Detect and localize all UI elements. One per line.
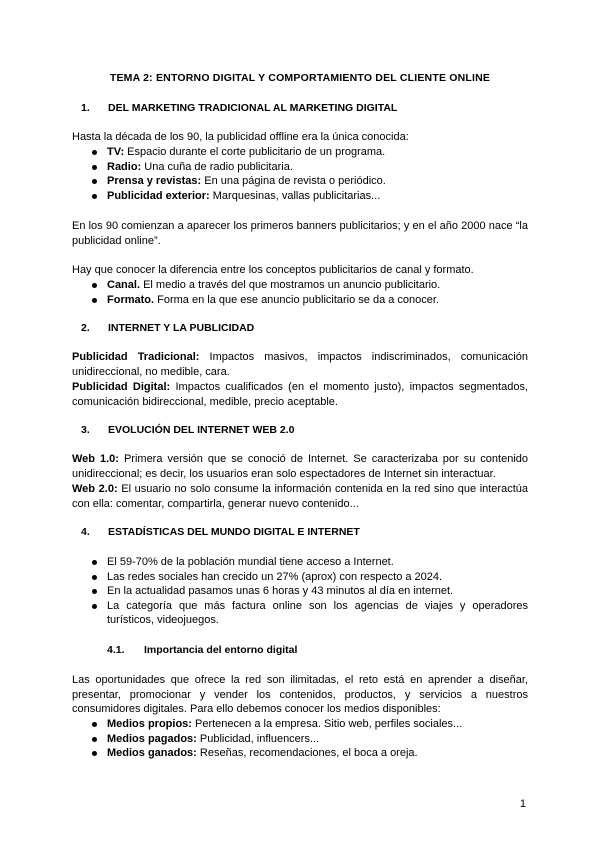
bullet-icon [92, 604, 97, 609]
section-4-1-title: Importancia del entorno digital [144, 644, 298, 656]
media-types-list [72, 717, 528, 761]
bullet-icon [92, 194, 97, 199]
section-3-title: EVOLUCIÓN DEL INTERNET WEB 2.0 [108, 424, 295, 436]
list-item-term: Medios propios: [107, 718, 192, 730]
bullet-icon [92, 283, 97, 288]
list-item [72, 174, 528, 189]
list-item-text: Pertenecen a la empresa. Sitio web, perfiles sociales... [191, 718, 463, 730]
page-number: 1 [519, 798, 526, 810]
bullet-icon [92, 589, 97, 594]
list-item [72, 293, 528, 308]
list-item [72, 555, 528, 570]
section-4-title: ESTADÍSTICAS DEL MUNDO DIGITAL E INTERNET [108, 526, 360, 538]
section-4-1-number: 4.1. [107, 644, 125, 656]
list-item [72, 732, 528, 747]
list-item [72, 145, 528, 160]
bullet-icon [92, 575, 97, 580]
paragraph-term: Publicidad Digital: [72, 381, 171, 393]
bullet-icon [92, 165, 97, 170]
section-1-heading [81, 102, 397, 114]
list-item-term: Radio: [107, 160, 142, 173]
section-2-paragraph-1 [72, 350, 528, 379]
list-item-text: Forma en la que ese anuncio publicitario se da a conocer. [154, 293, 440, 306]
list-item-text: Marquesinas, vallas publicitarias... [209, 189, 381, 202]
list-item-term: Medios pagados: [107, 732, 197, 745]
offline-media-list [72, 145, 528, 203]
list-item-text: Reseñas, recomendaciones, el boca a oreja. [196, 747, 418, 760]
section-4-1-heading [107, 644, 297, 656]
section-1-title: DEL MARKETING TRADICIONAL AL MARKETING DIGITAL [108, 102, 398, 114]
section-4-1-paragraph: Las oportunidades que ofrece la red son ilimitadas, el reto está en aprender a diseñar, presentar, promocionar y vender los contenidos, productos, y servicios a nuestros consumidores digitales. Para ello debemos conocer los medios disponibles: [72, 674, 528, 716]
list-item-text: Una cuña de radio publicitaria. [141, 160, 293, 173]
paragraph-term: Publicidad Tradicional: [72, 351, 200, 363]
list-item-text: La categoría que más factura online son los agencias de viajes y operadores turísticos, videojuegos. [107, 599, 528, 627]
bullet-icon [92, 560, 97, 565]
list-item [72, 717, 528, 732]
list-item-text: Publicidad, influencers... [196, 732, 320, 745]
list-item-term: Prensa y revistas: [107, 175, 202, 188]
list-item-term: Formato. [107, 293, 155, 306]
list-item-term: Publicidad exterior: [107, 189, 210, 202]
list-item [72, 570, 528, 585]
document-title: TEMA 2: ENTORNO DIGITAL Y COMPORTAMIENTO DEL CLIENTE ONLINE [109, 72, 491, 84]
section-4-number: 4. [81, 526, 90, 538]
list-item-text: El 59-70% de la población mundial tiene acceso a Internet. [107, 556, 394, 568]
list-item [72, 189, 528, 204]
paragraph-term: Web 2.0: [72, 483, 118, 495]
section-1-paragraph-2: En los 90 comienzan a aparecer los primeros banners publicitarios; y en el año 2000 nace “la publicidad online”. [72, 220, 528, 247]
bullet-icon [92, 150, 97, 155]
section-1-paragraph-3: Hay que conocer la diferencia entre los conceptos publicitarios de canal y formato. [72, 264, 474, 276]
list-item-text: En una página de revista o periódico. [201, 175, 386, 188]
section-2-heading [81, 322, 254, 334]
list-item [72, 160, 528, 175]
statistics-list [72, 555, 528, 628]
bullet-icon [92, 298, 97, 303]
list-item-text: Las redes sociales han crecido un 27% (aprox) con respecto a 2024. [107, 570, 443, 583]
list-item-text: Espacio durante el corte publicitario de un programa. [124, 146, 386, 158]
list-item [72, 584, 528, 599]
list-item [72, 599, 528, 628]
bullet-icon [92, 722, 97, 727]
bullet-icon [92, 751, 97, 756]
paragraph-text: Impactos cualificados (en el momento justo), impactos segmentados, comunicación bidireccional, medible, precio aceptable. [72, 381, 528, 408]
section-2-paragraph-2 [72, 380, 528, 409]
list-item-text: En la actualidad pasamos unas 6 horas y 43 minutos al día en internet. [107, 585, 454, 598]
section-1-number: 1. [81, 102, 90, 114]
list-item-term: TV: [107, 146, 125, 158]
section-3-number: 3. [81, 424, 90, 436]
list-item [72, 278, 528, 293]
paragraph-text: El usuario no solo consume la información contenida en la red sino que interactúa con ella: comentar, compartirla, generar nuevo contenido... [72, 483, 528, 510]
section-4-heading [81, 526, 360, 538]
bullet-icon [92, 179, 97, 184]
list-item [72, 746, 528, 761]
section-2-title: INTERNET Y LA PUBLICIDAD [108, 322, 255, 334]
bullet-icon [92, 737, 97, 742]
canal-formato-list [72, 278, 528, 307]
section-3-paragraph-1 [72, 452, 528, 481]
section-2-number: 2. [81, 322, 90, 334]
list-item-term: Canal. [107, 279, 141, 291]
list-item-term: Medios ganados: [107, 747, 197, 760]
list-item-text: El medio a través del que mostramos un anuncio publicitario. [140, 279, 441, 291]
section-3-heading [81, 424, 295, 436]
paragraph-text: Impactos masivos, impactos indiscriminados, comunicación unidireccional, no medible, cara. [72, 351, 528, 378]
paragraph-text: Primera versión que se conoció de Internet. Se caracterizaba por su contenido unidireccional; es decir, los usuarios eran solo espectadores de Internet sin interactuar. [72, 453, 529, 480]
paragraph-term: Web 1.0: [72, 453, 119, 465]
section-3-paragraph-2 [72, 482, 528, 511]
section-1-intro: Hasta la década de los 90, la publicidad offline era la única conocida: [72, 131, 409, 143]
